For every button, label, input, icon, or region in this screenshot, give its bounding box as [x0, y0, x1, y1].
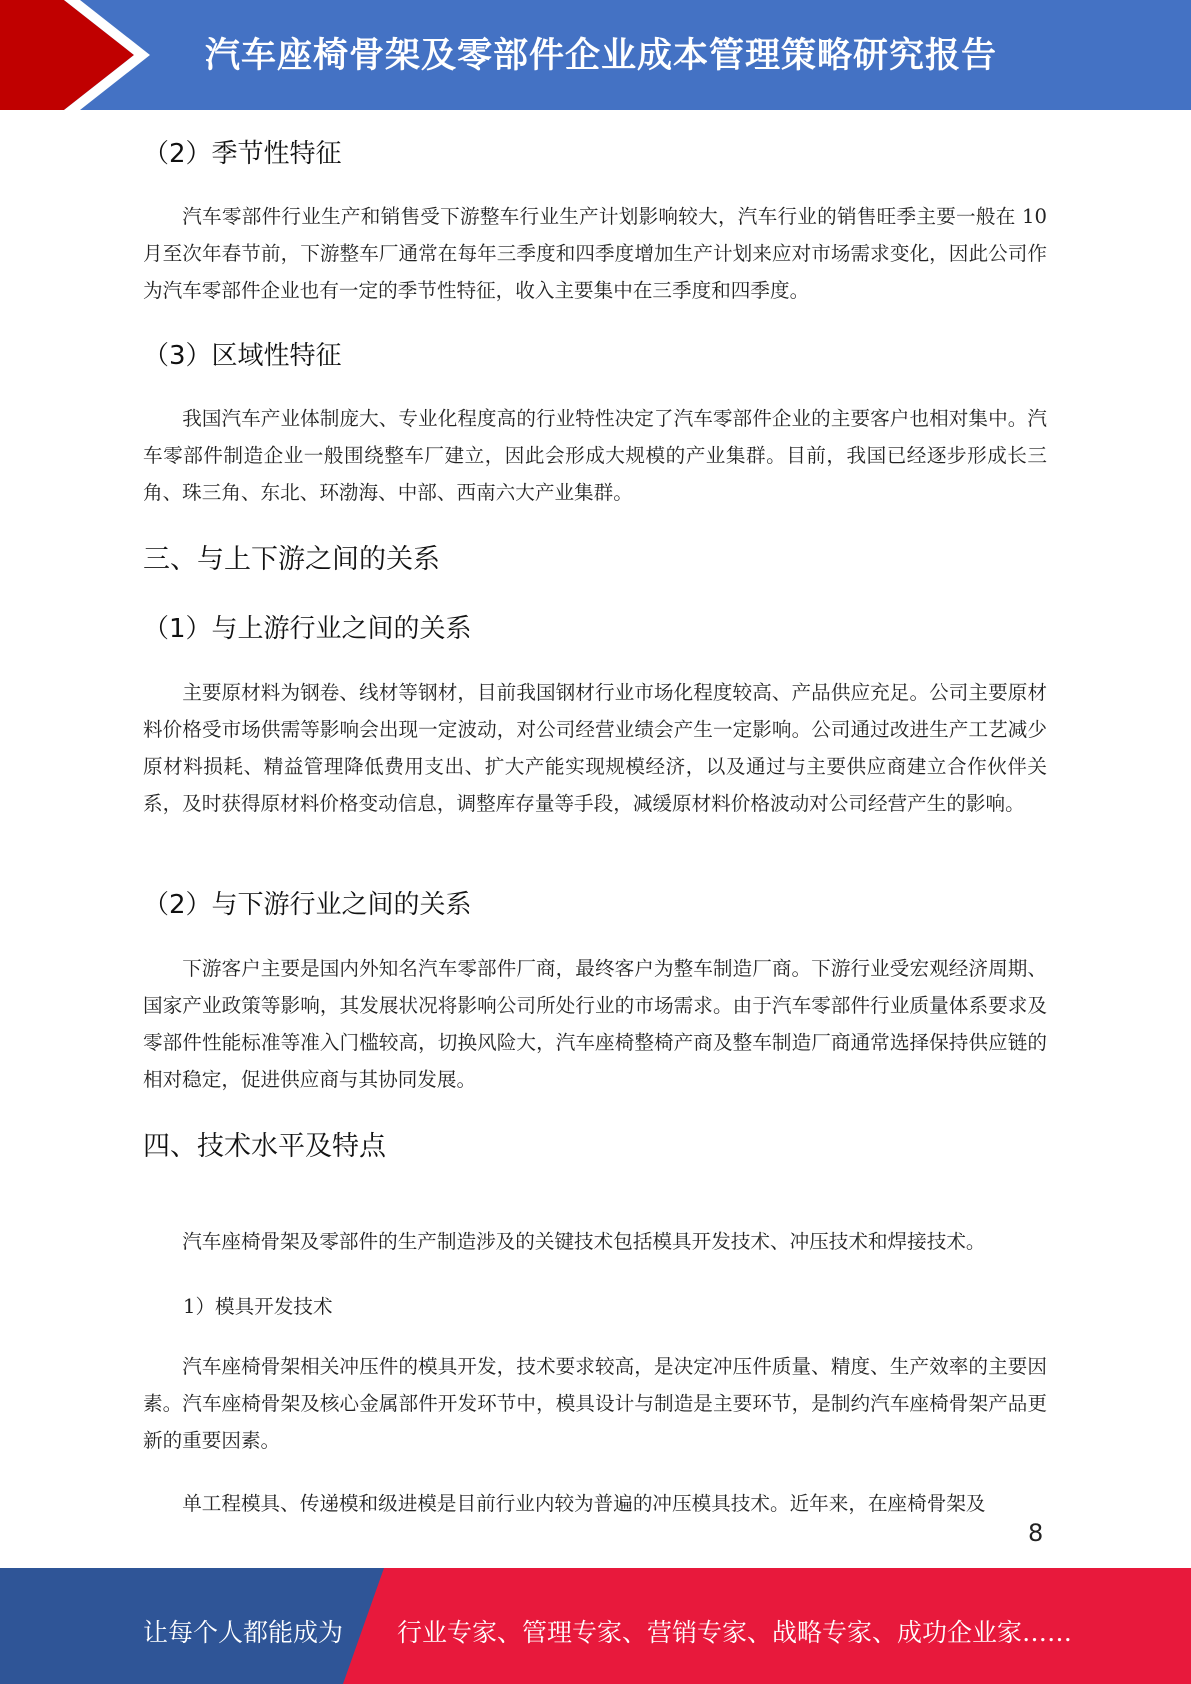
paragraph-regional: 我国汽车产业体制庞大、专业化程度高的行业特性决定了汽车零部件企业的主要客户也相对集中。汽车零部件制造企业一般围绕整车厂建立，因此会形成大规模的产业集群。目前，我国已经逐步形成长三角、珠三角、东北、环渤海、中部、西南六大产业集群。 [143, 407, 1047, 504]
paragraph-downstream: 下游客户主要是国内外知名汽车零部件厂商，最终客户为整车制造厂商。下游行业受宏观经济周期、国家产业政策等影响，其发展状况将影响公司所处行业的市场需求。由于汽车零部件行业质量体系要求及零部件性能标准等准入门槛较高，切换风险大，汽车座椅整椅产商及整车制造厂商通常选择保持供应链的相对稳定，促进供应商与其协同发展。 [143, 957, 1047, 1091]
page-footer [0, 1568, 1191, 1684]
heading-technology: 四、技术水平及特点 [143, 1131, 386, 1162]
heading-downstream: （2）与下游行业之间的关系 [143, 890, 472, 920]
page-header [0, 0, 1191, 110]
paragraph-mold: 汽车座椅骨架相关冲压件的模具开发，技术要求较高，是决定冲压件质量、精度、生产效率的主要因素。汽车座椅骨架及核心金属部件开发环节中，模具设计与制造是主要环节，是制约汽车座椅骨架产品更新的重要因素。 [143, 1355, 1047, 1452]
page-number: 8 [1028, 1519, 1044, 1547]
paragraph-seasonal: 汽车零部件行业生产和销售受下游整车行业生产计划影响较大，汽车行业的销售旺季主要一般在 10 月至次年春节前，下游整车厂通常在每年三季度和四季度增加生产计划来应对市场需求变化，因此公司作为汽车零部件企业也有一定的季节性特征，收入主要集中在三季度和四季度。 [143, 205, 1047, 302]
heading-seasonal: （2）季节性特征 [143, 139, 342, 169]
paragraph-upstream: 主要原材料为钢卷、线材等钢材，目前我国钢材行业市场化程度较高、产品供应充足。公司主要原材料价格受市场供需等影响会出现一定波动，对公司经营业绩会产生一定影响。公司通过改进生产工艺减少原材料损耗、精益管理降低费用支出、扩大产能实现规模经济，以及通过与主要供应商建立合作伙伴关系，及时获得原材料价格变动信息，调整库存量等手段，减缓原材料价格波动对公司经营产生的影响。 [143, 681, 1047, 815]
footer-slogan-left: 让每个人都能成为 [143, 1618, 344, 1647]
heading-upstream: （1）与上游行业之间的关系 [143, 614, 472, 644]
list-item-mold-dev: 1）模具开发技术 [183, 1295, 333, 1318]
paragraph-stamping: 单工程模具、传递模和级进模是目前行业内较为普遍的冲压模具技术。近年来，在座椅骨架及 [182, 1492, 986, 1515]
heading-industry-relations: 三、与上下游之间的关系 [143, 544, 440, 575]
heading-regional: （3）区域性特征 [143, 341, 342, 371]
footer-slogan-right: 行业专家、管理专家、营销专家、战略专家、成功企业家…… [397, 1618, 1073, 1647]
paragraph-tech-intro: 汽车座椅骨架及零部件的生产制造涉及的关键技术包括模具开发技术、冲压技术和焊接技术。 [182, 1230, 986, 1253]
report-title: 汽车座椅骨架及零部件企业成本管理策略研究报告 [205, 36, 998, 76]
